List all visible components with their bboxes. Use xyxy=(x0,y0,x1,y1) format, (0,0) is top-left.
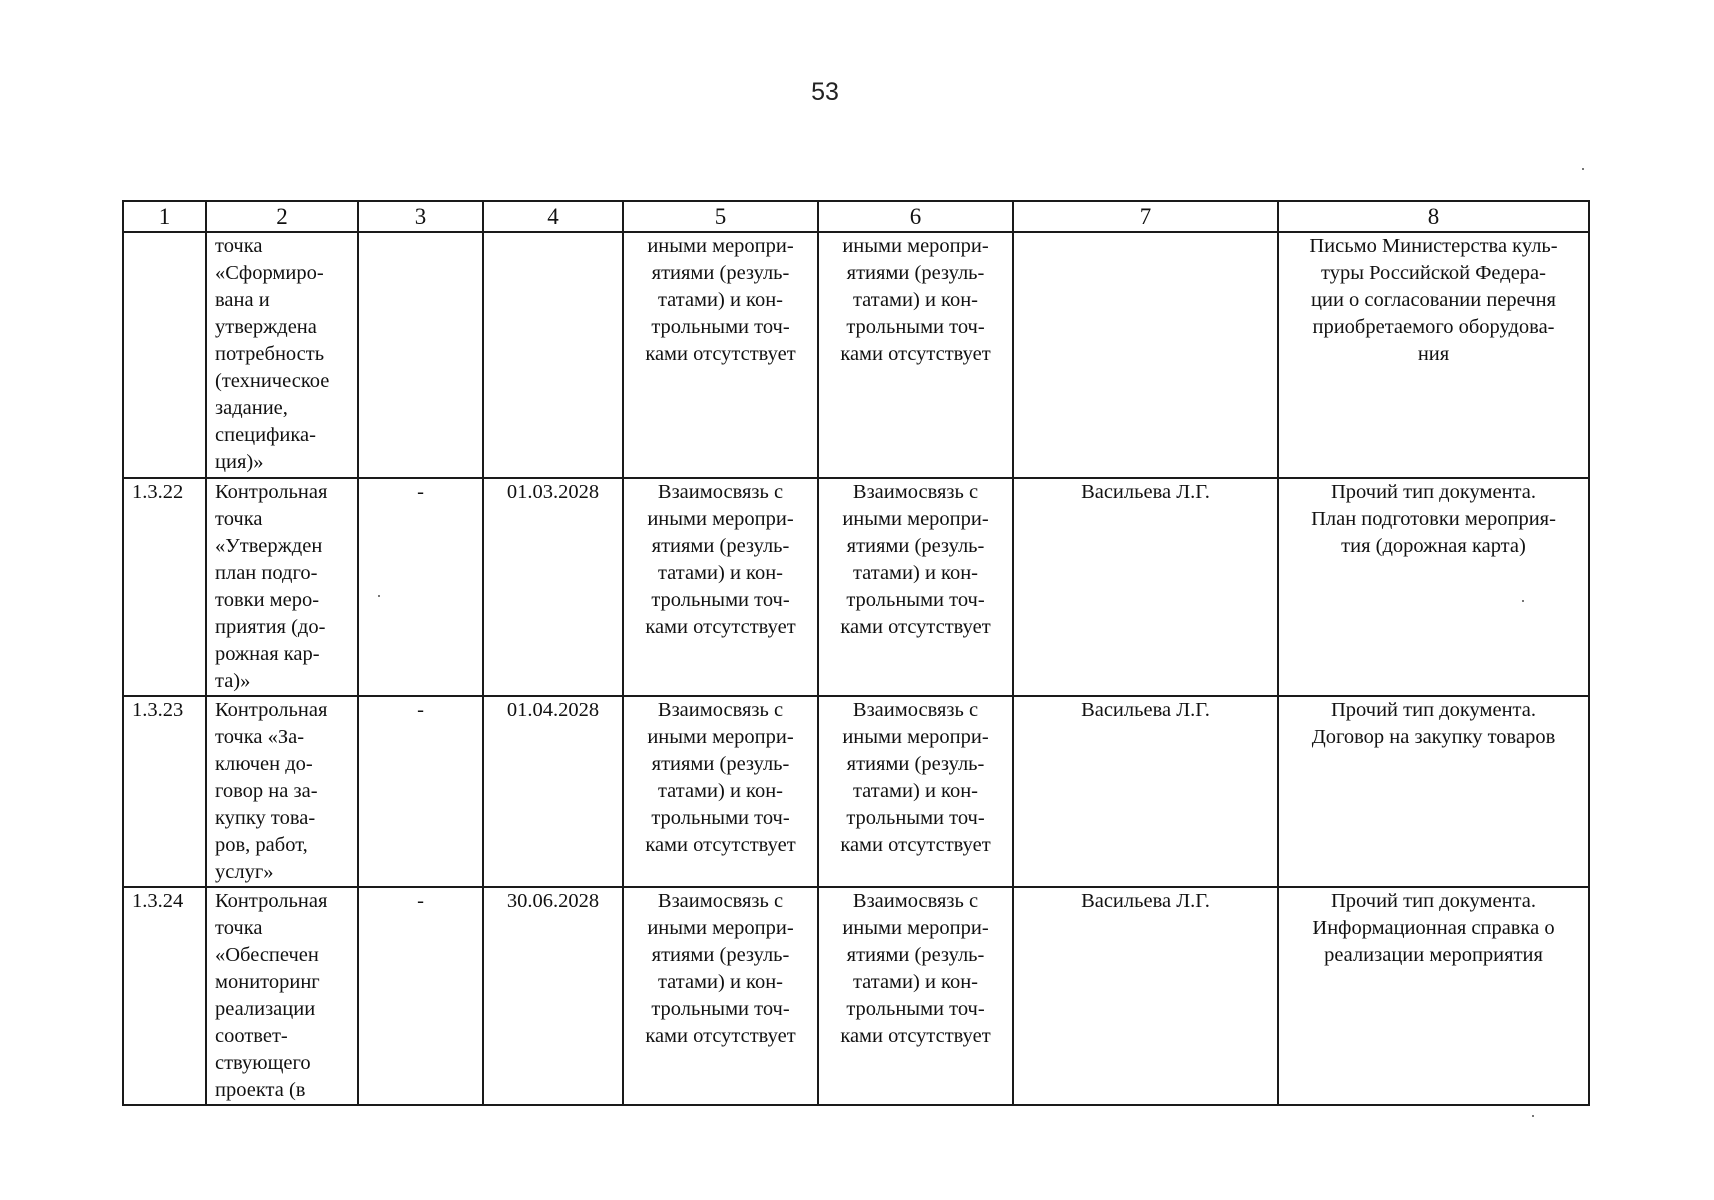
responsible-cell xyxy=(1013,887,1278,1105)
table-row-continued xyxy=(123,232,1589,478)
name-cell xyxy=(206,887,358,1105)
col3-cell xyxy=(358,478,483,696)
relation-text-6: Взаимосвязь с иными меропри- ятиями (резуль- татами) и кон- трольными точ- ками отсутствует xyxy=(840,481,991,638)
responsible-cell xyxy=(1013,232,1278,478)
document-cell xyxy=(1278,887,1589,1105)
relation-cell-6 xyxy=(818,887,1013,1105)
date-value: 01.03.2028 xyxy=(506,481,600,503)
row-number-cell xyxy=(123,232,206,478)
column-header-3: 3 xyxy=(358,201,483,232)
date-value: 01.04.2028 xyxy=(506,699,600,721)
document-cell xyxy=(1278,696,1589,887)
relation-text-5: Взаимосвязь с иными меропри- ятиями (резуль- татами) и кон- трольными точ- ками отсутствует xyxy=(645,481,796,638)
col3-value: - xyxy=(417,481,424,503)
column-header-5: 5 xyxy=(623,201,818,232)
document-text: Прочий тип документа. Информационная справка о реализации мероприятия xyxy=(1312,890,1555,966)
responsible-name: Васильева Л.Г. xyxy=(1081,890,1210,912)
table-row xyxy=(123,696,1589,887)
relation-cell-5 xyxy=(623,696,818,887)
responsible-cell xyxy=(1013,478,1278,696)
column-header-4: 4 xyxy=(483,201,623,232)
document-text: Прочий тип документа. План подготовки мероприя- тия (дорожная карта) xyxy=(1311,481,1556,557)
date-cell xyxy=(483,696,623,887)
checkpoint-name: Контрольная точка «За- ключен до- говор на за- купку това- ров, работ, услуг» xyxy=(215,699,328,883)
row-number-cell xyxy=(123,696,206,887)
document-cell xyxy=(1278,232,1589,478)
date-value: 30.06.2028 xyxy=(506,890,600,912)
relation-cell-5 xyxy=(623,232,818,478)
row-number-cell xyxy=(123,887,206,1105)
relation-text-6: Взаимосвязь с иными меропри- ятиями (резуль- татами) и кон- трольными точ- ками отсутствует xyxy=(840,890,991,1047)
scan-speck xyxy=(1532,1115,1534,1117)
table-header-row xyxy=(123,201,1589,232)
table-row xyxy=(123,887,1589,1105)
relation-cell-6 xyxy=(818,478,1013,696)
col3-cell xyxy=(358,232,483,478)
date-cell xyxy=(483,887,623,1105)
name-cell xyxy=(206,478,358,696)
relation-text-5: Взаимосвязь с иными меропри- ятиями (резуль- татами) и кон- трольными точ- ками отсутствует xyxy=(645,890,796,1047)
row-number: 1.3.24 xyxy=(132,890,184,912)
relation-text-6: иными меропри- ятиями (резуль- татами) и кон- трольными точ- ками отсутствует xyxy=(840,235,991,365)
row-number: 1.3.22 xyxy=(132,481,184,503)
name-cell xyxy=(206,696,358,887)
table-row xyxy=(123,478,1589,696)
plan-table xyxy=(122,200,1590,1106)
column-header-8: 8 xyxy=(1278,201,1589,232)
col3-cell xyxy=(358,887,483,1105)
responsible-name: Васильева Л.Г. xyxy=(1081,699,1210,721)
date-cell xyxy=(483,478,623,696)
col3-value: - xyxy=(417,699,424,721)
document-text: Прочий тип документа. Договор на закупку товаров xyxy=(1311,699,1556,748)
relation-cell-6 xyxy=(818,696,1013,887)
column-header-2: 2 xyxy=(206,201,358,232)
document-text: Письмо Министерства куль- туры Российской Федера- ции о согласовании перечня приобретаемого оборудова- ния xyxy=(1309,235,1558,365)
relation-text-5: Взаимосвязь с иными меропри- ятиями (резуль- татами) и кон- трольными точ- ками отсутствует xyxy=(645,699,796,856)
relation-cell-5 xyxy=(623,887,818,1105)
checkpoint-name: точка «Сформиро- вана и утверждена потребность (техническое задание, специфика- ция)» xyxy=(215,235,330,473)
relation-text-5: иными меропри- ятиями (резуль- татами) и кон- трольными точ- ками отсутствует xyxy=(645,235,796,365)
relation-cell-5 xyxy=(623,478,818,696)
row-number: 1.3.23 xyxy=(132,699,184,721)
scan-speck xyxy=(1582,168,1584,170)
checkpoint-name: Контрольная точка «Обеспечен мониторинг реализации соответ- ствующего проекта (в xyxy=(215,890,328,1101)
column-header-6: 6 xyxy=(818,201,1013,232)
col3-value: - xyxy=(417,890,424,912)
column-header-7: 7 xyxy=(1013,201,1278,232)
date-cell xyxy=(483,232,623,478)
page-number: 53 xyxy=(811,78,839,106)
column-header-1: 1 xyxy=(123,201,206,232)
responsible-name: Васильева Л.Г. xyxy=(1081,481,1210,503)
col3-cell xyxy=(358,696,483,887)
responsible-cell xyxy=(1013,696,1278,887)
checkpoint-name: Контрольная точка «Утвержден план подго- товки меро- приятия (до- рожная кар- та)» xyxy=(215,481,328,692)
relation-text-6: Взаимосвязь с иными меропри- ятиями (резуль- татами) и кон- трольными точ- ками отсутствует xyxy=(840,699,991,856)
document-cell xyxy=(1278,478,1589,696)
scan-speck xyxy=(1522,600,1524,602)
relation-cell-6 xyxy=(818,232,1013,478)
name-cell xyxy=(206,232,358,478)
row-number-cell xyxy=(123,478,206,696)
scan-speck xyxy=(378,595,380,597)
